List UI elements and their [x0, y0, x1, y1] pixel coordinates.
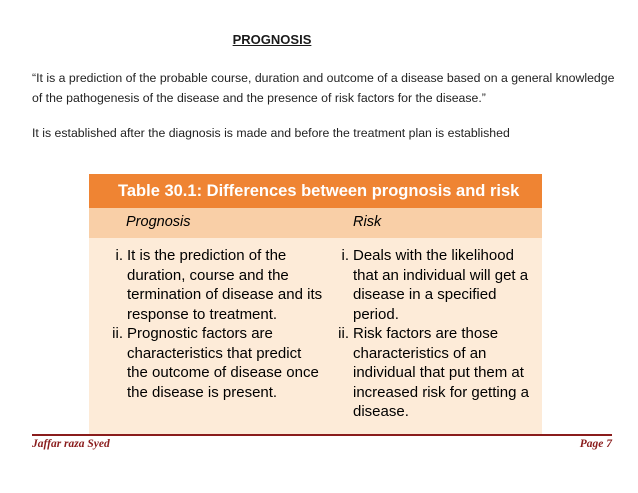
definition-paragraph: “It is a prediction of the probable course, duration and outcome of a disease based on a general knowledge of the pathogenesis of the disease and the presence of risk factors for the disease.” [32, 71, 615, 105]
table-header-row [89, 208, 542, 238]
item-text: Deals with the likelihood that an individual will get a disease in a specified period. [353, 247, 529, 323]
footer-page-number: Page 7 [579, 438, 612, 450]
comparison-table [89, 174, 542, 434]
prognosis-column [93, 246, 323, 402]
item-number: ii. [338, 325, 349, 342]
footer-author: Jaffar raza Syed [32, 438, 110, 450]
risk-header: Risk [353, 214, 382, 230]
timing-paragraph: It is established after the diagnosis is made and before the treatment plan is established [32, 126, 510, 140]
item-number: ii. [112, 325, 123, 342]
item-number: i. [115, 247, 123, 264]
risk-item [319, 246, 541, 324]
prognosis-item [93, 246, 323, 324]
item-text: It is the prediction of the duration, course and the termination of disease and its response to treatment. [127, 247, 323, 323]
footer-divider [32, 434, 612, 436]
item-number: i. [341, 247, 349, 264]
risk-item [319, 324, 541, 422]
item-text: Prognostic factors are characteristics that predict the outcome of disease once the disease is present. [127, 325, 319, 401]
item-text: Risk factors are those characteristics of an individual that put them at increased risk for getting a disease. [353, 325, 529, 420]
page-heading: PROGNOSIS [232, 32, 312, 47]
table-title: Table 30.1: Differences between prognosis and risk [89, 174, 542, 208]
risk-column [319, 246, 541, 422]
prognosis-item [93, 324, 323, 402]
prognosis-header: Prognosis [126, 214, 191, 230]
